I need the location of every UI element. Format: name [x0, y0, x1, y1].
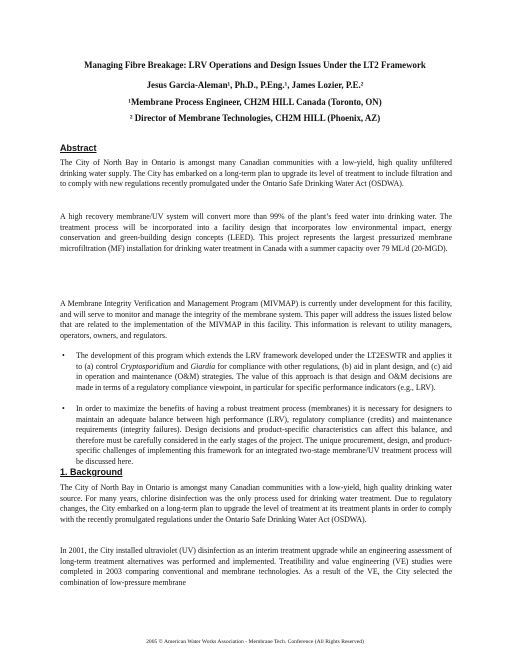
bullet-1-giardia: Giardia — [190, 361, 216, 371]
abstract-paragraph-3: A Membrane Integrity Verification and Management Program (MIVMAP) is currently under development for this facility, and will serve to monitor and manage the integrity of the membrane system. This paper will address the issues listed below that are related to the implementation of the MIVMAP in this facility. This information is relevant to utility managers, operators, owners, and regulators. — [60, 299, 452, 340]
bullet-icon: • — [62, 351, 65, 360]
bullet-list-2 — [60, 404, 452, 468]
background-heading: 1. Background — [60, 467, 123, 477]
background-paragraph-2: In 2001, the City installed ultraviolet (UV) disinfection as an interim treatment upgrade while an engineering assessment of long-term treatment alternatives was performed and implemented. Treatibility and value engineering (VE) studies were completed in 2003 comparing conventional and membrane technologies. As a result of the VE, the City selected the combination of low-pressure membrane — [60, 546, 452, 587]
bullet-1-and: and — [174, 361, 191, 371]
abstract-paragraph-2: A high recovery membrane/UV system will convert more than 99% of the plant’s feed water into drinking water. The treatment process will be incorporated into a facility design that incorporates low environmental impact, energy conservation and green-building design concepts (LEED). This project represents the largest pressurized membrane microfiltration (MF) installation for drinking water treatment in Canada with a summer capacity over 79 ML/d (20-MGD). — [60, 212, 452, 253]
bullet-1-text-b: for compliance with other regulations, (b) aid in plant design, and (c) aid in operation and maintenance (O&M) strategies. The value of this approach is that design and O&M decisions are made in terms of a regulatory compliance viewpoint, in particular for specific performance indicators (e.g., LRV). — [76, 361, 453, 392]
bullet-item-1 — [60, 351, 452, 393]
affiliation-1: ¹Membrane Process Engineer, CH2M HILL Canada (Toronto, ON) — [128, 97, 382, 107]
affiliation-2: ² Director of Membrane Technologies, CH2M HILL (Phoenix, AZ) — [129, 113, 381, 123]
bullet-item-2 — [60, 404, 452, 468]
paper-title: Managing Fibre Breakage: LRV Operations and Design Issues Under the LT2 Framework — [84, 60, 426, 70]
bullet-1-text-a: The development of this program which extends the LRV framework developed under the LT2ESWTR and applies it to (a) control — [76, 351, 452, 371]
bullet-icon: • — [62, 404, 65, 413]
page-footer: 2005 © American Water Works Association - Membrane Tech. Conference (All Rights Reserved) — [146, 639, 364, 645]
abstract-paragraph-1: The City of North Bay in Ontario is amongst many Canadian communities with a low-yield, high quality unfiltered drinking water supply. The City has embarked on a long-term plan to upgrade its level of treatment to include filtration and to comply with new regulations recently promulgated under the Ontario Safe Drinking Water Act (OSDWA). — [60, 158, 452, 189]
abstract-heading: Abstract — [60, 143, 97, 153]
bullet-2-text: In order to maximize the benefits of having a robust treatment process (membranes) it is necessary for designers to maintain an adequate balance between high performance (LRV), regulatory compliance (credits) and maintenance requirements (integrity failures). Design decisions and product-specific characteristics can affect this balance, and therefore must be carefully considered in the early stages of the project. The unique procurement, design, and product-specific challenges of implementing this framework for an integrated two-stage membrane/UV treatment process will be discussed here. — [76, 404, 452, 466]
bullet-1-cryptosporidium: Cryptosporidium — [120, 361, 175, 371]
author-line: Jesus Garcia-Aleman¹, Ph.D., P.Eng.¹, James Lozier, P.E.² — [146, 80, 364, 90]
background-paragraph-1: The City of North Bay in Ontario is amongst many Canadian communities with a low-yield, high quality drinking water source. For many years, chlorine disinfection was the only process used for drinking water treatment. Due to regulatory changes, the City embarked on a long-term plan to upgrade the level of treatment at its treatment plants in order to comply with the recently promulgated regulations under the Ontario Safe Drinking Water Act (OSDWA). — [60, 483, 452, 524]
bullet-list-1 — [60, 351, 452, 393]
